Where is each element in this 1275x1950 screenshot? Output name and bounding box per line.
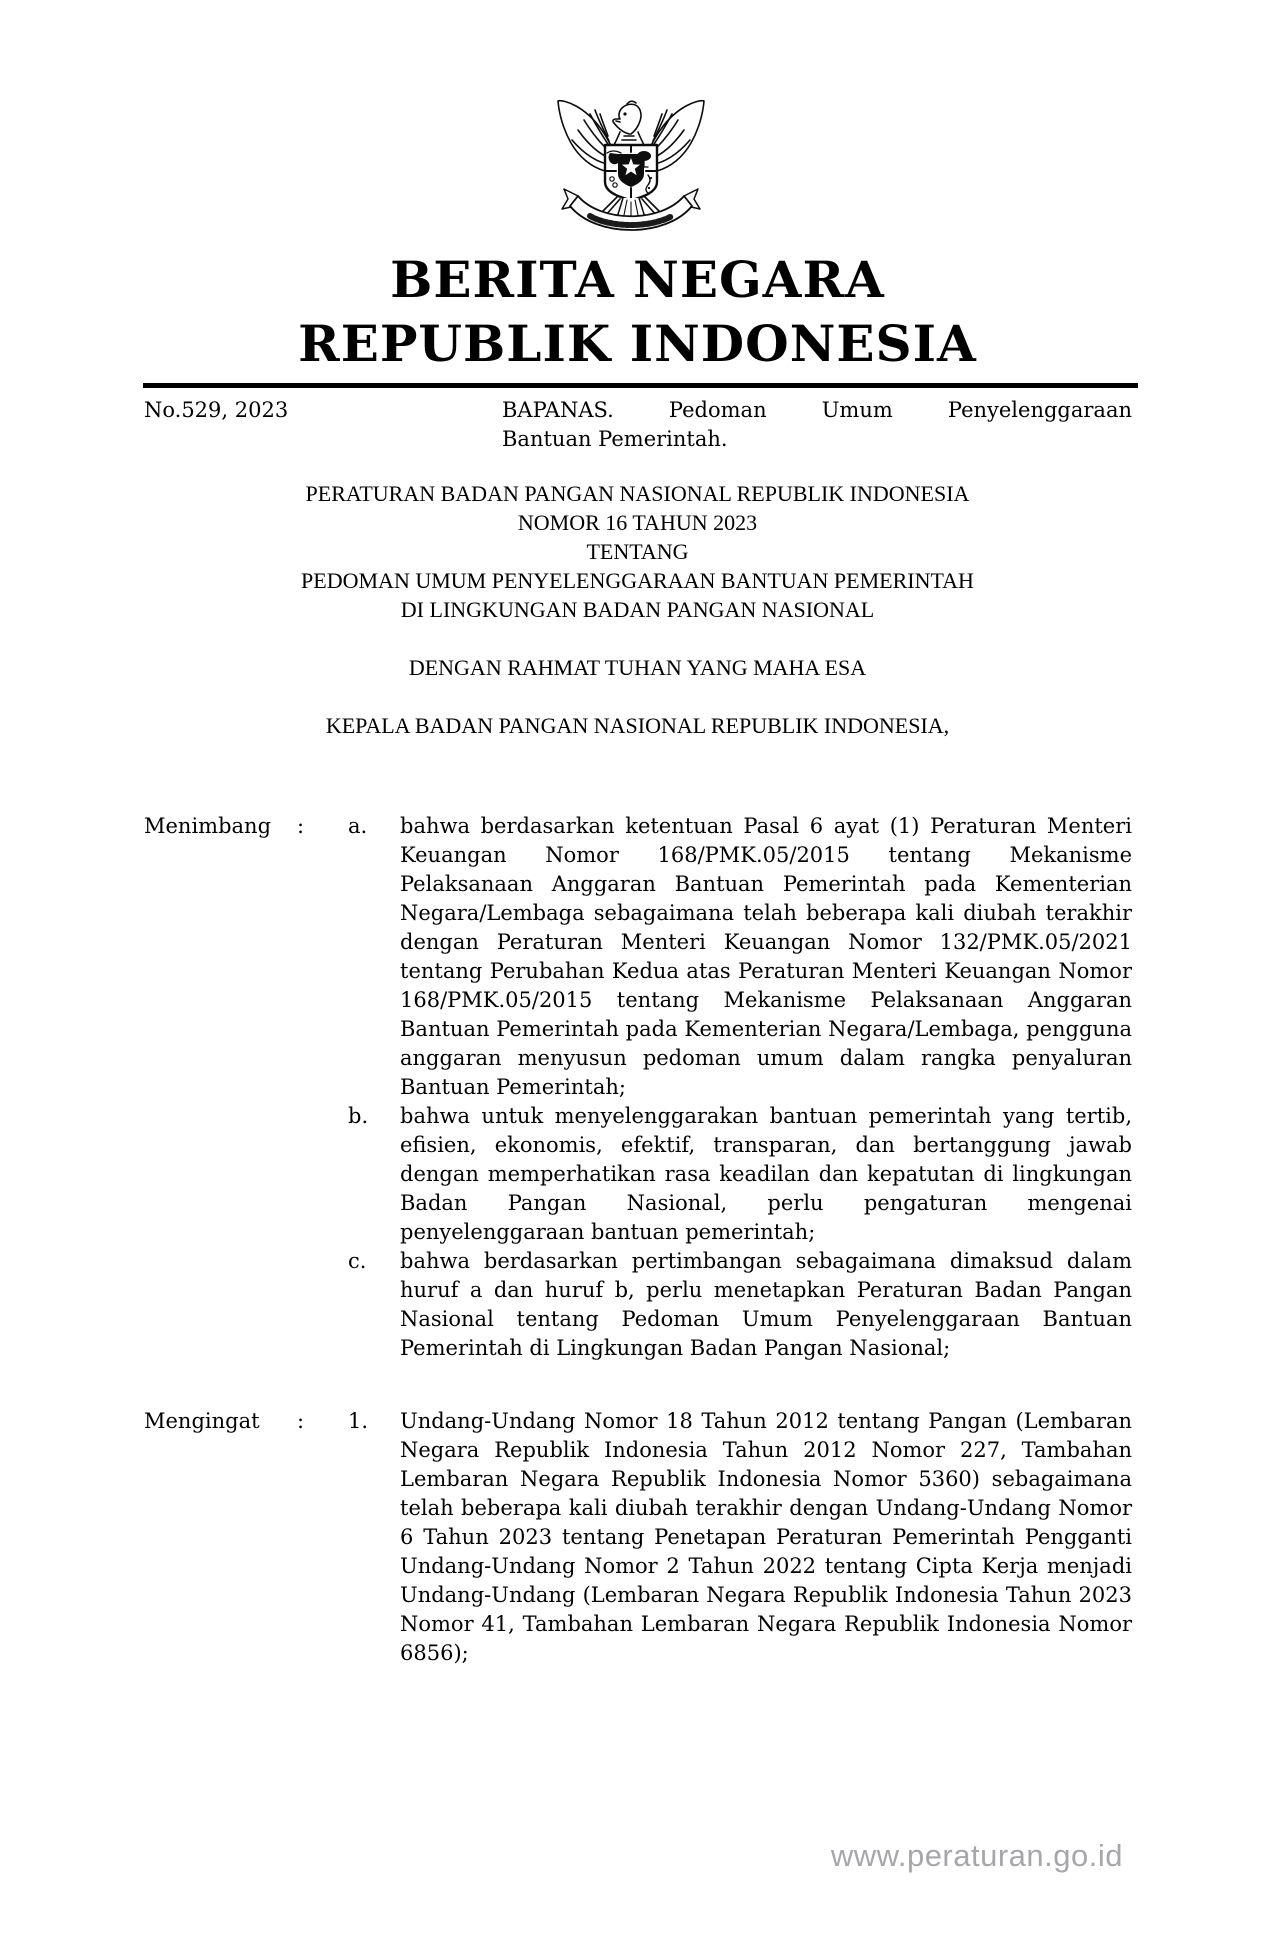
masthead [0, 248, 1275, 376]
regulation-subject-line2: DI LINGKUNGAN BADAN PANGAN NASIONAL [400, 597, 875, 622]
consideration-row-a [144, 812, 1132, 1102]
consideration-marker-b: b. [348, 1104, 369, 1128]
issuing-official-line: KEPALA BADAN PANGAN NASIONAL REPUBLIK INDONESIA, [325, 713, 950, 738]
consideration-row-c [144, 1247, 1132, 1363]
regulation-number-line: NOMOR 16 TAHUN 2023 [517, 510, 758, 535]
consideration-row-b [144, 1102, 1132, 1247]
issue-subject-line2: Bantuan Pemerintah. [502, 427, 728, 451]
masthead-divider-rule [143, 383, 1138, 388]
regulation-subject-line1: PEDOMAN UMUM PENYELENGGARAAN BANTUAN PEMERINTAH [301, 568, 974, 593]
legal-basis-marker-1: 1. [348, 1409, 369, 1433]
watermark-url: www.peraturan.go.id [830, 1838, 1123, 1873]
consideration-text-a: bahwa berdasarkan ketentuan Pasal 6 ayat (1) Peraturan Menteri Keuangan Nomor 168/PMK.05/2015 tentang Mekanisme Pelaksanaan Anggaran Bantuan Pemerintah pada Kementerian Negara/Lembaga sebagaimana telah beberapa kali diubah terakhir dengan Peraturan Menteri Keuangan Nomor 132/PMK.05/2021 tentang Perubahan Kedua atas Peraturan Menteri Keuangan Nomor 168/PMK.05/2015 tentang Mekanisme Pelaksanaan Anggaran Bantuan Pemerintah pada Kementerian Negara/Lembaga, pengguna anggaran menyusun pedoman umum dalam rangka penyaluran Bantuan Pemerintah; [400, 814, 1132, 1099]
issue-subject [502, 396, 1132, 454]
issue-subject-line1: BAPANAS. Pedoman Umum Penyelenggaraan [502, 398, 1132, 422]
regulation-title-line1: PERATURAN BADAN PANGAN NASIONAL REPUBLIK INDONESIA [305, 481, 970, 506]
issue-row [144, 396, 1132, 454]
issue-number: No.529, 2023 [144, 398, 289, 422]
masthead-title-line2: REPUBLIK INDONESIA [298, 314, 977, 373]
considerations-label: Menimbang [144, 814, 272, 838]
legal-basis-separator: : [297, 1409, 305, 1433]
consideration-text-c: bahwa berdasarkan pertimbangan sebagaimana dimaksud dalam huruf a dan huruf b, perlu menetapkan Peraturan Badan Pangan Nasional tentang Pedoman Umum Penyelenggaraan Bantuan Pemerintah di Lingkungan Badan Pangan Nasional; [400, 1249, 1132, 1360]
legal-basis-row-1 [144, 1407, 1132, 1668]
garuda-head [613, 101, 644, 145]
document-headings [0, 479, 1275, 740]
invocation-line: DENGAN RAHMAT TUHAN YANG MAHA ESA [408, 655, 867, 680]
pancasila-shield [605, 145, 657, 200]
consideration-marker-a: a. [348, 814, 368, 838]
legal-basis-text-1: Undang-Undang Nomor 18 Tahun 2012 tentang Pangan (Lembaran Negara Republik Indonesia Tahun 2012 Nomor 227, Tambahan Lembaran Negara Republik Indonesia Nomor 5360) sebagaimana telah beberapa kali diubah terakhir dengan Undang-Undang Nomor 6 Tahun 2023 tentang Penetapan Peraturan Pemerintah Pengganti Undang-Undang Nomor 2 Tahun 2022 tentang Cipta Kerja menjadi Undang-Undang (Lembaran Negara Republik Indonesia Tahun 2023 Nomor 41, Tambahan Lembaran Negara Republik Indonesia Nomor 6856); [400, 1409, 1132, 1665]
garuda-pancasila-emblem [556, 90, 706, 246]
legal-basis-label: Mengingat [144, 1409, 260, 1433]
considerations-separator: : [297, 814, 305, 838]
regulation-tentang-line: TENTANG [586, 539, 689, 564]
body-block [144, 812, 1132, 1668]
masthead-title-line1: BERITA NEGARA [390, 250, 885, 309]
consideration-marker-c: c. [348, 1249, 367, 1273]
consideration-text-b: bahwa untuk menyelenggarakan bantuan pemerintah yang tertib, efisien, ekonomis, efektif, transparan, dan bertanggung jawab dengan memperhatikan rasa keadilan dan kepatutan di lingkungan Badan Pangan Nasional, perlu pengaturan mengenai penyelenggaraan bantuan pemerintah; [400, 1104, 1132, 1244]
